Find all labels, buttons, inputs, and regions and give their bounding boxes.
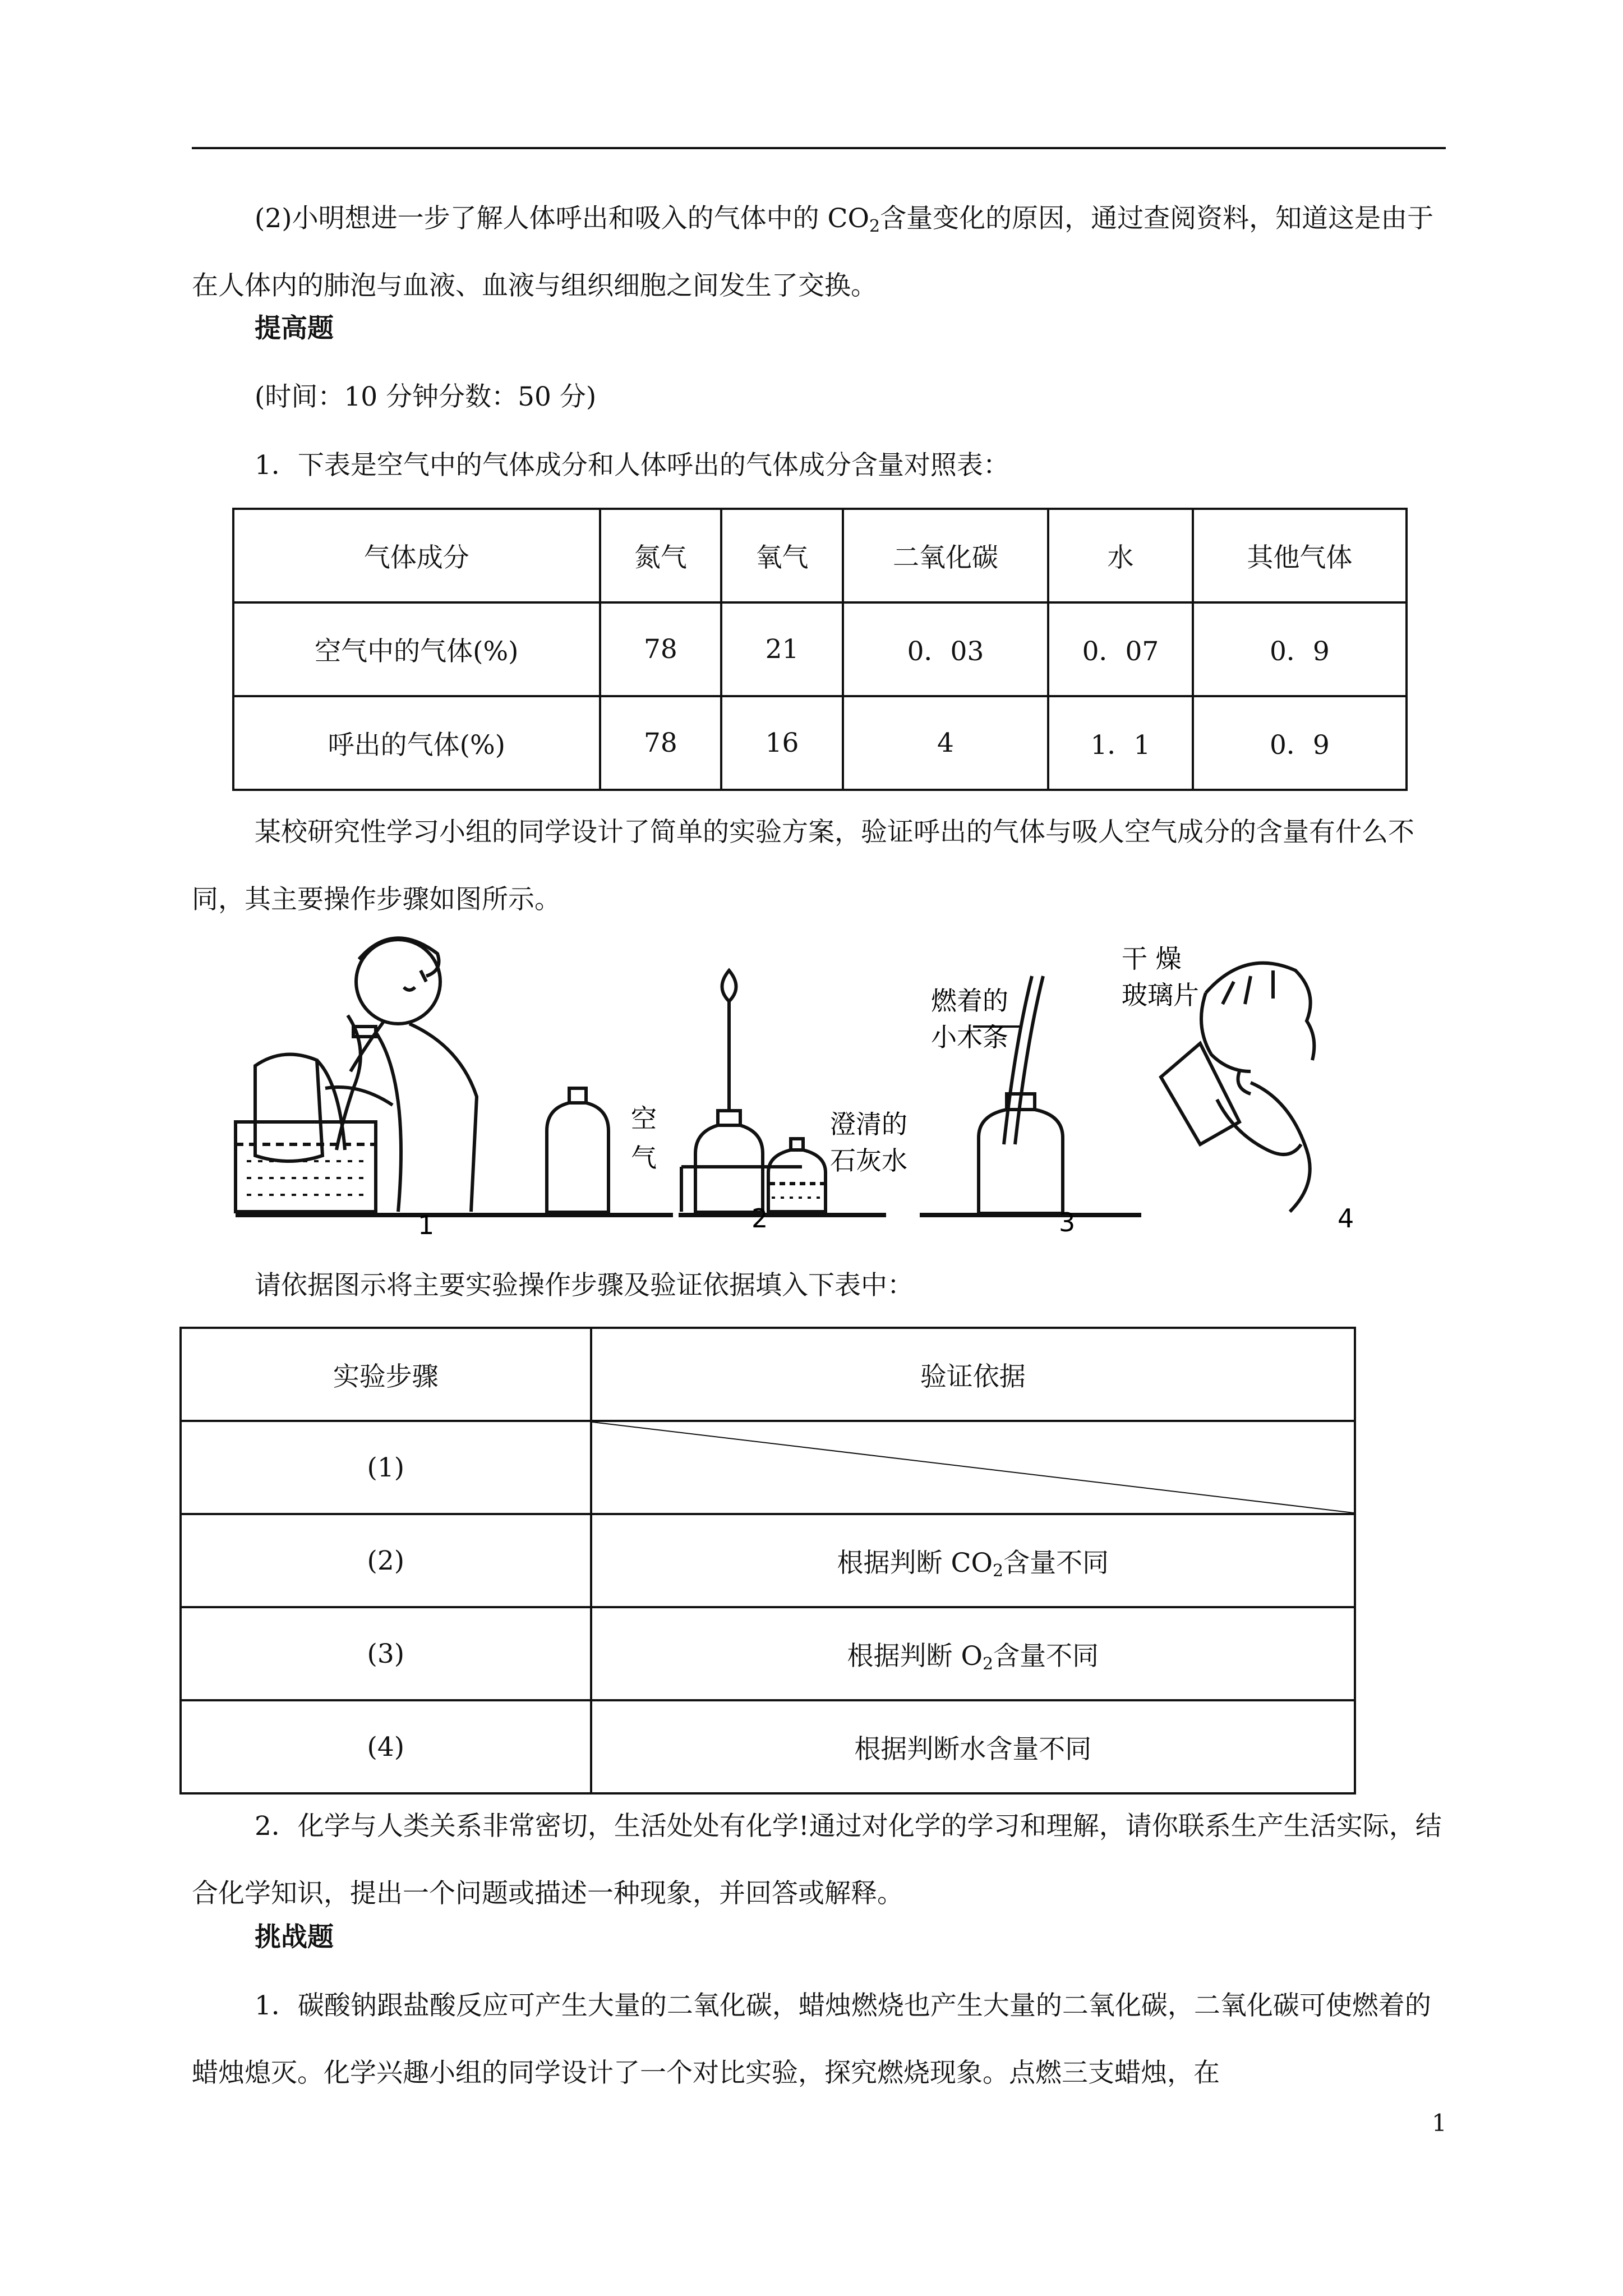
challenge-paragraph: 1．碳酸钠跟盐酸反应可产生大量的二氧化碳，蜡烛燃烧也产生大量的二氧化碳，二氧化碳可使燃着的蜡烛熄灭。化学兴趣小组的同学设计了一个对比实验，探究燃烧现象。点燃三支蜡烛，在	[192, 1990, 1431, 2088]
table-cell: 0．9	[1193, 602, 1407, 696]
experiment-paragraph: 某校研究性学习小组的同学设计了简单的实验方案，验证呼出的气体与吸人空气成分的含量有什么不同，其主要操作步骤如图所示。	[192, 817, 1414, 915]
table-cell: 根据判断 $CO_2$含量不同	[591, 1514, 1355, 1607]
experiment-steps-table	[179, 1327, 1356, 1795]
table-header-cell: 实验步骤	[181, 1328, 591, 1421]
dry-glass-label-1: 干 燥	[1122, 944, 1182, 974]
table-header-cell: 验证依据	[591, 1328, 1355, 1421]
table-cell: 78	[600, 696, 722, 790]
table-header-cell: 氮气	[600, 509, 722, 602]
intro-paragraph: (2)小明想进一步了解人体呼出和吸入的气体中的 $CO_2$含量变化的原因，通过查阅资料，知道这是由于在人体内的肺泡与血液、血液与组织细胞之间发生了交换。	[192, 203, 1434, 301]
table-row	[181, 1514, 1355, 1607]
step-number-2: 2	[751, 1203, 768, 1234]
table-cell: 空气中的气体(%)	[233, 602, 600, 696]
table-header-cell: 二氧化碳	[843, 509, 1048, 602]
table-row	[181, 1328, 1355, 1421]
step-number-3: 3	[1059, 1207, 1076, 1234]
limewater-label-2: 石灰水	[830, 1145, 907, 1176]
air-label-1: 空	[631, 1103, 657, 1134]
question-1-intro: 1．下表是空气中的气体成分和人体呼出的气体成分含量对照表：	[255, 450, 1009, 481]
step-2-illustration	[679, 970, 886, 1215]
table-row	[181, 1700, 1355, 1793]
table-row	[233, 696, 1407, 790]
table-header-cell: 其他气体	[1193, 509, 1407, 602]
table-cell: 21	[721, 602, 843, 696]
time-score: (时间：10 分钟分数：50 分)	[255, 381, 597, 412]
step-number-4: 4	[1338, 1203, 1354, 1234]
table-cell: 根据判断 $O_2$含量不同	[591, 1607, 1355, 1700]
limewater-label-1: 澄清的	[830, 1109, 907, 1139]
header-rule	[192, 147, 1446, 149]
question-2-paragraph: 2．化学与人类关系非常密切，生活处处有化学!通过对化学的学习和理解，请你联系生产生活实际，结合化学知识，提出一个问题或描述一种现象，并回答或解释。	[192, 1811, 1442, 1909]
table-row	[181, 1421, 1355, 1514]
table-cell: (2)	[181, 1514, 591, 1607]
air-label-2: 气	[631, 1143, 657, 1173]
section-heading-improve: 提高题	[255, 313, 334, 344]
table-cell: 78	[600, 602, 722, 696]
table-header-cell: 氧气	[721, 509, 843, 602]
experiment-figure	[213, 920, 1424, 1234]
table-cell: 4	[843, 696, 1048, 790]
fill-instruction: 请依据图示将主要实验操作步骤及验证依据填入下表中：	[255, 1270, 914, 1301]
page-number: 1	[1432, 2109, 1447, 2137]
table-cell: 0．9	[1193, 696, 1407, 790]
table-cell: (3)	[181, 1607, 591, 1700]
table-header-cell: 气体成分	[233, 509, 600, 602]
dry-glass-label-2: 玻璃片	[1122, 980, 1199, 1010]
air-bottle	[547, 1088, 608, 1212]
table-cell: 1．1	[1048, 696, 1193, 790]
table-cell: (1)	[181, 1421, 591, 1514]
table-cell-diagonal	[591, 1421, 1355, 1514]
table-cell: 0．03	[843, 602, 1048, 696]
section-heading-challenge: 挑战题	[255, 1922, 334, 1953]
diagonal-line	[592, 1422, 1354, 1513]
table-cell: (4)	[181, 1700, 591, 1793]
table-cell: 16	[721, 696, 843, 790]
table-row	[233, 602, 1407, 696]
gas-composition-table	[232, 508, 1408, 791]
table-cell: 根据判断水含量不同	[591, 1700, 1355, 1793]
step-number-1: 1	[418, 1210, 435, 1234]
table-cell: 0．07	[1048, 602, 1193, 696]
table-row	[181, 1607, 1355, 1700]
burning-stick-label-2: 小木条	[931, 1022, 1008, 1052]
burning-stick-label-1: 燃着的	[931, 986, 1008, 1016]
table-cell: 呼出的气体(%)	[233, 696, 600, 790]
table-header-cell: 水	[1048, 509, 1193, 602]
table-row	[233, 509, 1407, 602]
step-1-illustration	[236, 938, 477, 1212]
